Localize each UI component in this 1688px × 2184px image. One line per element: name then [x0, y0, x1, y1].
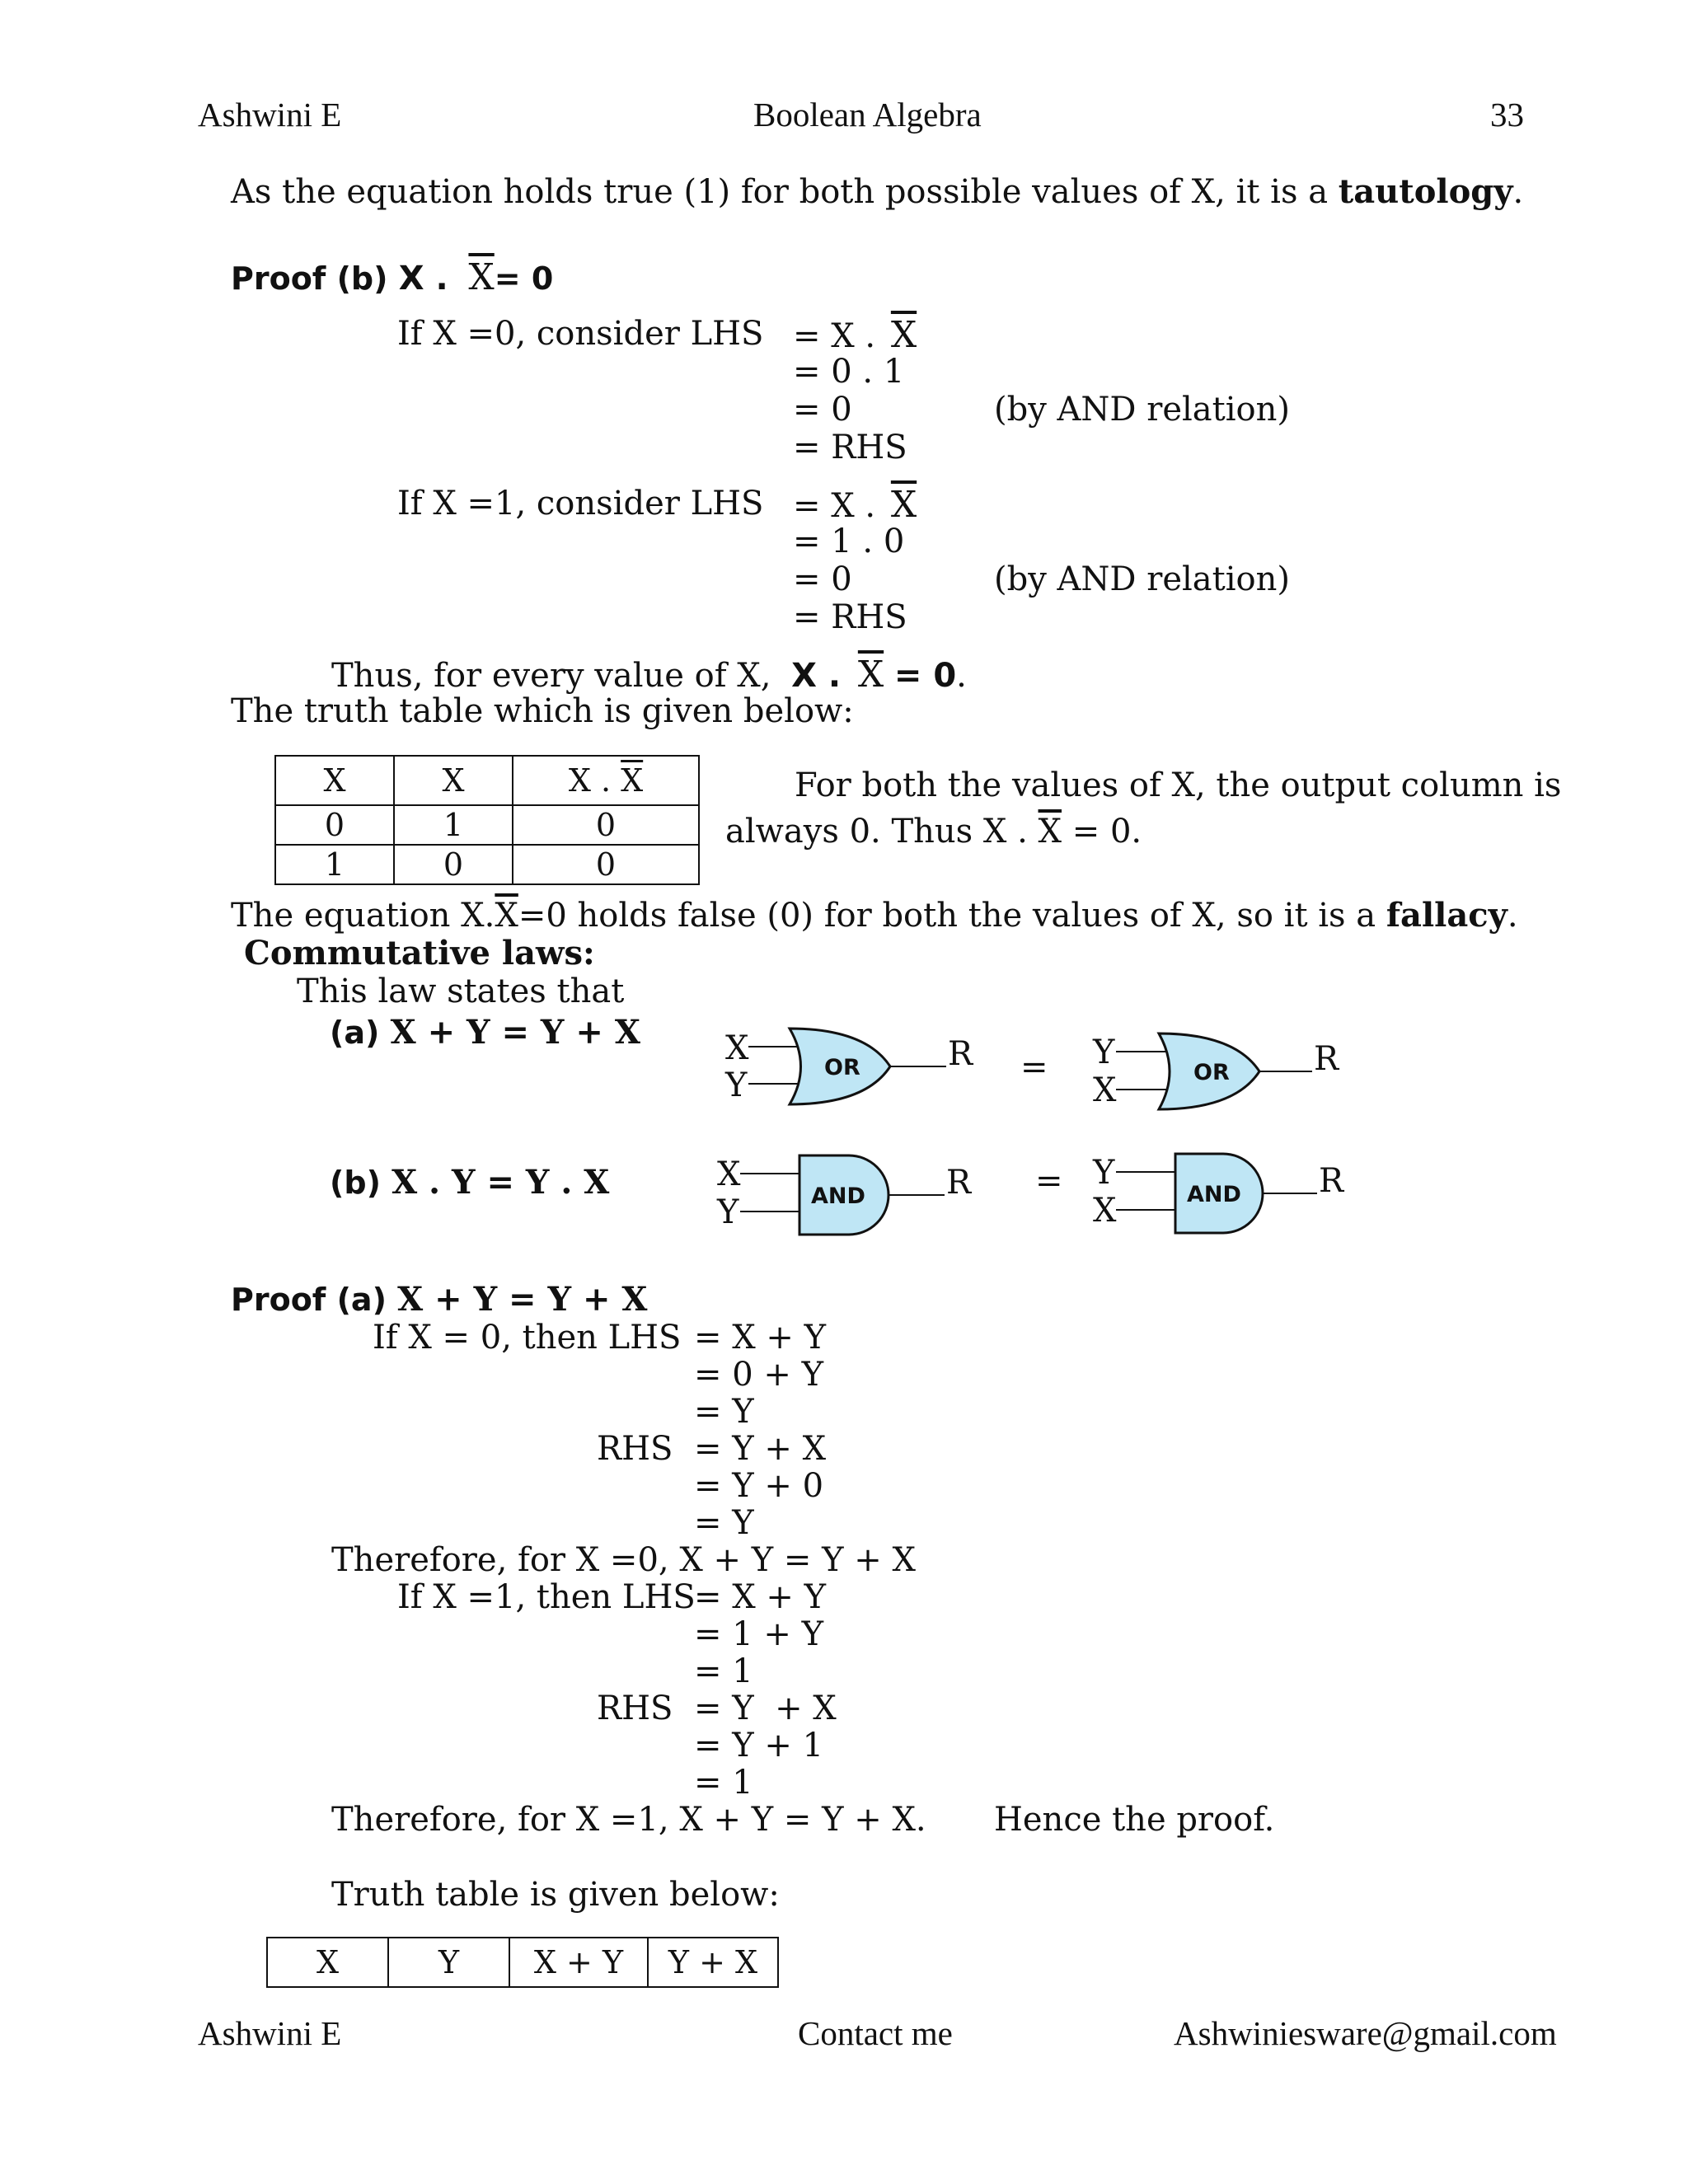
- case1-note: (by AND relation): [994, 560, 1290, 598]
- and-left-output: R: [946, 1164, 972, 1202]
- proof-b-x: X .: [398, 260, 448, 298]
- table-header-row: [267, 1938, 778, 1987]
- or-gate-right: [1092, 1033, 1340, 1109]
- case1-line-3: = 0: [793, 560, 852, 598]
- and-right-input-x: X: [1093, 1192, 1117, 1230]
- table-header-xbar: $\overline{X}$: [621, 762, 644, 799]
- case0-line-2: = 0 . 1: [793, 353, 905, 391]
- proof-a-conclusion-0: Therefore, for X =0, X + Y = Y + X: [331, 1541, 916, 1579]
- or-left-input-x: X: [725, 1029, 749, 1067]
- case0-line-1: = X . $\overline{X}$: [793, 314, 917, 356]
- proof-a-lhs-line: = X + Y: [694, 1578, 827, 1616]
- and-right-input-y: Y: [1093, 1154, 1115, 1192]
- page-number: 33: [1490, 96, 1524, 134]
- or-right-input-x: X: [1093, 1071, 1117, 1109]
- footer-contact-link[interactable]: Contact me: [798, 2014, 953, 2052]
- proof-a-heading: Proof (a) X + Y = Y + X: [231, 1280, 648, 1319]
- table-cell: 0: [513, 805, 699, 845]
- proof-a-table-intro: Truth table is given below:: [331, 1876, 780, 1914]
- table-header-y: Y: [388, 1938, 509, 1987]
- thus-xbar: $\overline{X}$: [857, 654, 884, 696]
- proof-a-conclusion-1: Therefore, for X =1, X + Y = Y + X.: [331, 1801, 926, 1839]
- case0-xbar: $\overline{X}$: [890, 314, 917, 356]
- proof-a-rhs-label: RHS: [597, 1690, 673, 1727]
- and-left-input-y: Y: [717, 1193, 739, 1231]
- case0-line-4: = RHS: [793, 429, 907, 466]
- case1-lead: If X =1, consider LHS: [397, 485, 764, 523]
- proof-a-rhs-line: = Y + 0: [694, 1467, 824, 1505]
- proof-a-rhs-line: = Y + X: [694, 1690, 837, 1727]
- proof-a-rhs-line: = Y: [694, 1504, 754, 1542]
- side-note-line-2: always 0. Thus X . $\overline{X} = 0$.: [725, 813, 1142, 851]
- header-title: Boolean Algebra: [753, 96, 982, 134]
- fallacy-term: fallacy: [1386, 896, 1507, 935]
- and-left-input-x: X: [717, 1155, 741, 1193]
- table-header-x-plus-y: X + Y: [509, 1938, 648, 1987]
- proof-a-lhs-line: = 0 + Y: [694, 1356, 824, 1394]
- and-gate-right: [1092, 1154, 1345, 1233]
- table-header-x: X: [275, 756, 394, 805]
- commutative-intro: This law states that: [297, 972, 625, 1010]
- proof-a-rhs-label: RHS: [597, 1430, 673, 1468]
- fallacy-line: The equation $X.\overline{X}=0$ holds false (0) for both the values of X, so it is a fallacy.: [231, 896, 1518, 935]
- and-right-label: AND: [1187, 1182, 1241, 1207]
- or-equals: =: [1020, 1048, 1048, 1086]
- table-header-x: X: [267, 1938, 388, 1987]
- case1-line-4: = RHS: [793, 598, 907, 636]
- thus-prefix: Thus, for every value of X,: [331, 657, 771, 695]
- truth-table-or: [266, 1937, 779, 1988]
- intro-text: As the equation holds true (1) for both possible values of X, it is a: [231, 173, 1339, 211]
- footer-author: Ashwini E: [198, 2014, 342, 2052]
- proof-a-case1-lead: If X =1, then LHS: [397, 1578, 696, 1616]
- side-note-line-1: For both the values of X, the output column is: [795, 766, 1562, 804]
- table-header-y-plus-x: Y + X: [648, 1938, 778, 1987]
- proof-a-rhs-line: = Y + 1: [694, 1727, 824, 1765]
- thus-period: .: [956, 657, 967, 695]
- proof-a-lhs-line: = X + Y: [694, 1319, 827, 1357]
- and-right-output: R: [1319, 1162, 1344, 1200]
- hence-proof: Hence the proof.: [994, 1801, 1275, 1839]
- proof-a-lhs-line: = 1: [694, 1652, 753, 1690]
- proof-a-lhs-line: = 1 + Y: [694, 1615, 824, 1653]
- law-b: (b) X . Y = Y . X: [330, 1163, 610, 1202]
- side-note-xbar: $\overline{X}$: [1038, 813, 1062, 851]
- or-right-output: R: [1314, 1040, 1339, 1078]
- proof-a-rhs-line: = 1: [694, 1764, 753, 1802]
- table-header-notx: X: [394, 756, 513, 805]
- case1-xbar: $\overline{X}$: [890, 484, 917, 526]
- and-gate-left: [716, 1155, 973, 1235]
- proof-a-case0-lead: If X = 0, then LHS: [373, 1319, 682, 1357]
- footer-email-link[interactable]: Ashwiniesware@gmail.com: [1174, 2014, 1557, 2052]
- case1-line-1: = X . $\overline{X}$: [793, 484, 917, 526]
- or-left-output: R: [948, 1035, 973, 1073]
- header-author: Ashwini E: [198, 96, 342, 134]
- or-gate-left: [724, 1029, 974, 1104]
- fallacy-xbar: $\overline{X}$: [495, 897, 518, 935]
- proof-b-label: Proof (b): [231, 260, 399, 297]
- truth-table-intro: The truth table which is given below:: [231, 692, 854, 730]
- or-right-input-y: Y: [1093, 1033, 1115, 1071]
- table-cell: 0: [513, 845, 699, 884]
- proof-a-lhs-line: = Y: [694, 1393, 754, 1431]
- thus-x: X .: [791, 657, 842, 695]
- table-cell: 0: [394, 845, 513, 884]
- and-equals: =: [1035, 1162, 1063, 1200]
- case1-line-2: = 1 . 0: [793, 523, 905, 560]
- table-cell: 1: [394, 805, 513, 845]
- table-cell: 0: [275, 805, 394, 845]
- intro-period: .: [1512, 173, 1524, 211]
- commutative-heading: Commutative laws:: [244, 934, 595, 972]
- or-left-input-y: Y: [725, 1066, 748, 1104]
- case0-lead: If X =0, consider LHS: [397, 315, 764, 353]
- proof-b-xbar: $\overline{X}$: [468, 256, 495, 298]
- table-cell: 1: [275, 845, 394, 884]
- proof-b-eq: = 0: [494, 260, 554, 297]
- law-a: (a) X + Y = Y + X: [330, 1013, 640, 1052]
- tautology-term: tautology: [1338, 172, 1513, 211]
- thus-result: = 0: [893, 657, 957, 695]
- case0-line-3: = 0: [793, 391, 852, 429]
- or-right-label: OR: [1193, 1060, 1230, 1085]
- or-left-label: OR: [824, 1055, 860, 1080]
- and-left-label: AND: [811, 1183, 865, 1209]
- table-header-product: X . $\overline{X}$: [513, 756, 699, 805]
- proof-a-rhs-line: = Y + X: [694, 1430, 827, 1468]
- case0-note: (by AND relation): [994, 391, 1290, 429]
